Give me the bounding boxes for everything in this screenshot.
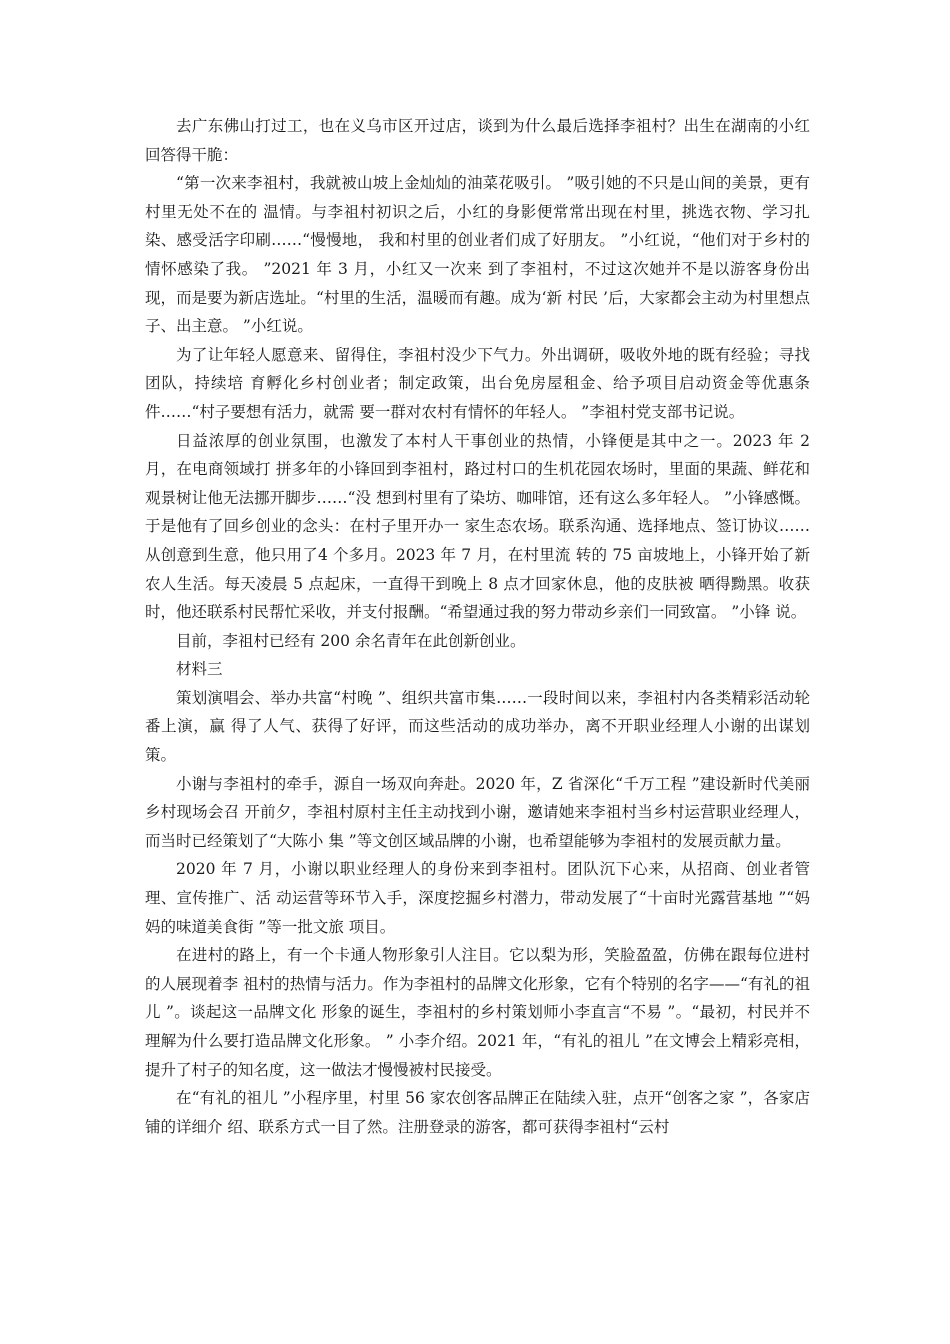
document-body <box>145 112 810 1141</box>
paragraph-3: 为了让年轻人愿意来、留得住，李祖村没少下气力。外出调研，吸收外地的既有经验；寻找团队，持续培 育孵化乡村创业者；制定政策，出台免房屋租金、给予项目启动资金等优惠条件……“村子要想有活力，就需 要一群对农村有情怀的年轻人。 ”李祖村党支部书记说。 <box>145 345 810 421</box>
paragraph-5: 目前，李祖村已经有 200 余名青年在此创新创业。 <box>176 631 526 650</box>
paragraph-1: 去广东佛山打过工，也在义乌市区开过店，谈到为什么最后选择李祖村？出生在湖南的小红回答得干脆： <box>145 117 810 164</box>
paragraph-6: 策划演唱会、举办共富“村晚 ”、组织共富市集……一段时间以来，李祖村内各类精彩活动轮番上演，赢 得了人气、获得了好评，而这些活动的成功举办，离不开职业经理人小谢的出谋划策。 <box>145 688 810 765</box>
section-heading-material-3: 材料三 <box>176 660 223 679</box>
paragraph-10: 在“有礼的祖儿 ”小程序里，村里 56 家农创客品牌正在陆续入驻，点开“创客之家 ”，各家店铺的详细介 绍、联系方式一目了然。注册登录的游客，都可获得李祖村“云村 <box>145 1089 810 1136</box>
paragraph-9: 在进村的路上，有一个卡通人物形象引人注目。它以梨为形，笑脸盈盈，仿佛在跟每位进村的人展现着李 祖村的热情与活力。作为李祖村的品牌文化形象，它有个特别的名字——“有礼的祖儿 ”。谈起这一品牌文化 形象的诞生，李祖村的乡村策划师小李直言“不易 ”。“最初，村民并不理解为什么要打造品牌文化形象。 ” 小李介绍。2021 年，“有礼的祖儿 ”在文博会上精彩亮相，提升了村子的知名度，这一做法才慢慢被村民接受。 <box>145 946 810 1079</box>
paragraph-7: 小谢与李祖村的牵手，源自一场双向奔赴。2020 年，Z 省深化“千万工程 ”建设新时代美丽乡村现场会召 开前夕，李祖村原村主任主动找到小谢，邀请她来李祖村当乡村运营职业经理人，而当时已经策划了“大陈小 集 ”等文创区域品牌的小谢，也希望能够为李祖村的发展贡献力量。 <box>145 774 810 850</box>
paragraph-4: 日益浓厚的创业氛围，也激发了本村人干事创业的热情，小锋便是其中之一。2023 年 2 月，在电商领域打 拼多年的小锋回到李祖村，路过村口的生机花园农场时，里面的果蔬、鲜花和观景树让他无法挪开脚步……“没 想到村里有了染坊、咖啡馆，还有这么多年轻人。 ”小锋感慨。于是他有了回乡创业的念头：在村子里开办一 家生态农场。联系沟通、选择地点、签订协议……从创意到生意，他只用了4 个多月。2023 年 7 月，在村里流 转的 75 亩坡地上，小锋开始了新农人生活。每天凌晨 5 点起床，一直得干到晚上 8 点才回家休息，他的皮肤被 晒得黝黑。收获时，他还联系村民帮忙采收，并支付报酬。“希望通过我的努力带动乡亲们一同致富。 ”小锋 说。 <box>145 431 810 622</box>
paragraph-2: “第一次来李祖村，我就被山坡上金灿灿的油菜花吸引。 ”吸引她的不只是山间的美景，更有村里无处不在的 温情。与李祖村初识之后，小红的身影便常常出现在村里，挑选衣物、学习扎染、感受活字印刷……“慢慢地， 我和村里的创业者们成了好朋友。 ”小红说，“他们对于乡村的情怀感染了我。 ”2021 年 3 月，小红又一次来 到了李祖村，不过这次她并不是以游客身份出现，而是要为新店选址。“村里的生活，温暖而有趣。成为‘新 村民 ’后，大家都会主动为村里想点子、出主意。 ”小红说。 <box>145 174 810 336</box>
paragraph-8: 2020 年 7 月，小谢以职业经理人的身份来到李祖村。团队沉下心来，从招商、创业者管理、宣传推广、活 动运营等环节入手，深度挖掘乡村潜力，带动发展了“十亩时光露营基地 ”“妈妈的味道美食街 ”等一批文旅 项目。 <box>145 860 810 936</box>
